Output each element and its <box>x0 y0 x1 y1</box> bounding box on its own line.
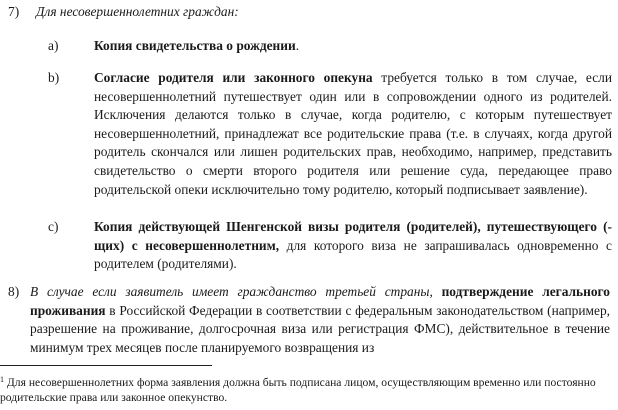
sub-item-a-text <box>94 37 612 56</box>
footnote-text: Для несовершеннолетних форма заявления должна быть подписана лицом, осуществляющим временно или постоянно родительские права или законное опекунство. <box>0 376 596 404</box>
item-7-heading: Для несовершеннолетних граждан: <box>36 4 239 19</box>
item-8-italic: В случае если заявитель имеет гражданство третьей страны, <box>30 284 442 299</box>
sub-item-c-text <box>94 218 612 274</box>
sub-item-c-label: c) <box>48 219 59 234</box>
sub-item-c-body: для которого виза не запрашивалась одновременно с родителем (родителями). <box>94 237 612 272</box>
sub-item-a-label: a) <box>48 38 59 53</box>
sub-item-b-text <box>94 69 612 199</box>
footnote-marker: 1 <box>0 375 4 384</box>
footnote-separator <box>0 365 212 366</box>
sub-item-b-bold: Согласие родителя или законного опекуна <box>94 70 373 85</box>
item-8-bold: подтверждение легального проживания <box>30 284 610 318</box>
sub-item-c-bold: Копия действующей Шенгенской визы родителя (родителей), путешествующего (-щих) с несовершеннолетним, <box>94 219 612 253</box>
sub-item-a-tail: . <box>295 38 300 53</box>
item-7-number: 7) <box>8 4 20 19</box>
item-8-body: в Российской Федерации в соответствии с федеральным законодательством (например, разрешение на проживание, долгосрочная виза или регистрация ФМС), действительное в течение минимум трех месяцев после планируемого возвращения из <box>30 302 610 355</box>
sub-item-b-label: b) <box>48 70 60 85</box>
item-8-number: 8) <box>8 284 20 299</box>
item-8-text <box>30 283 610 357</box>
sub-item-a-bold: Копия свидетельства о рождении <box>94 38 296 53</box>
sub-item-b-body: требуется только в том случае, если несовершеннолетний путешествует один или в сопровождении одного из родителей. Исключения делаются только в случае, когда родителю, с которым путешествует несовершеннолетний, принадлежат все родительские права (т.е. в случаях, когда другой родитель скончался или лишен родительских прав, необходимо, например, представить свидетельство о смерти второго родителя или решение суда, передающее право родительской опеки исключительно тому родителю, который подписывает заявление). <box>94 70 612 197</box>
footnote <box>0 372 610 405</box>
